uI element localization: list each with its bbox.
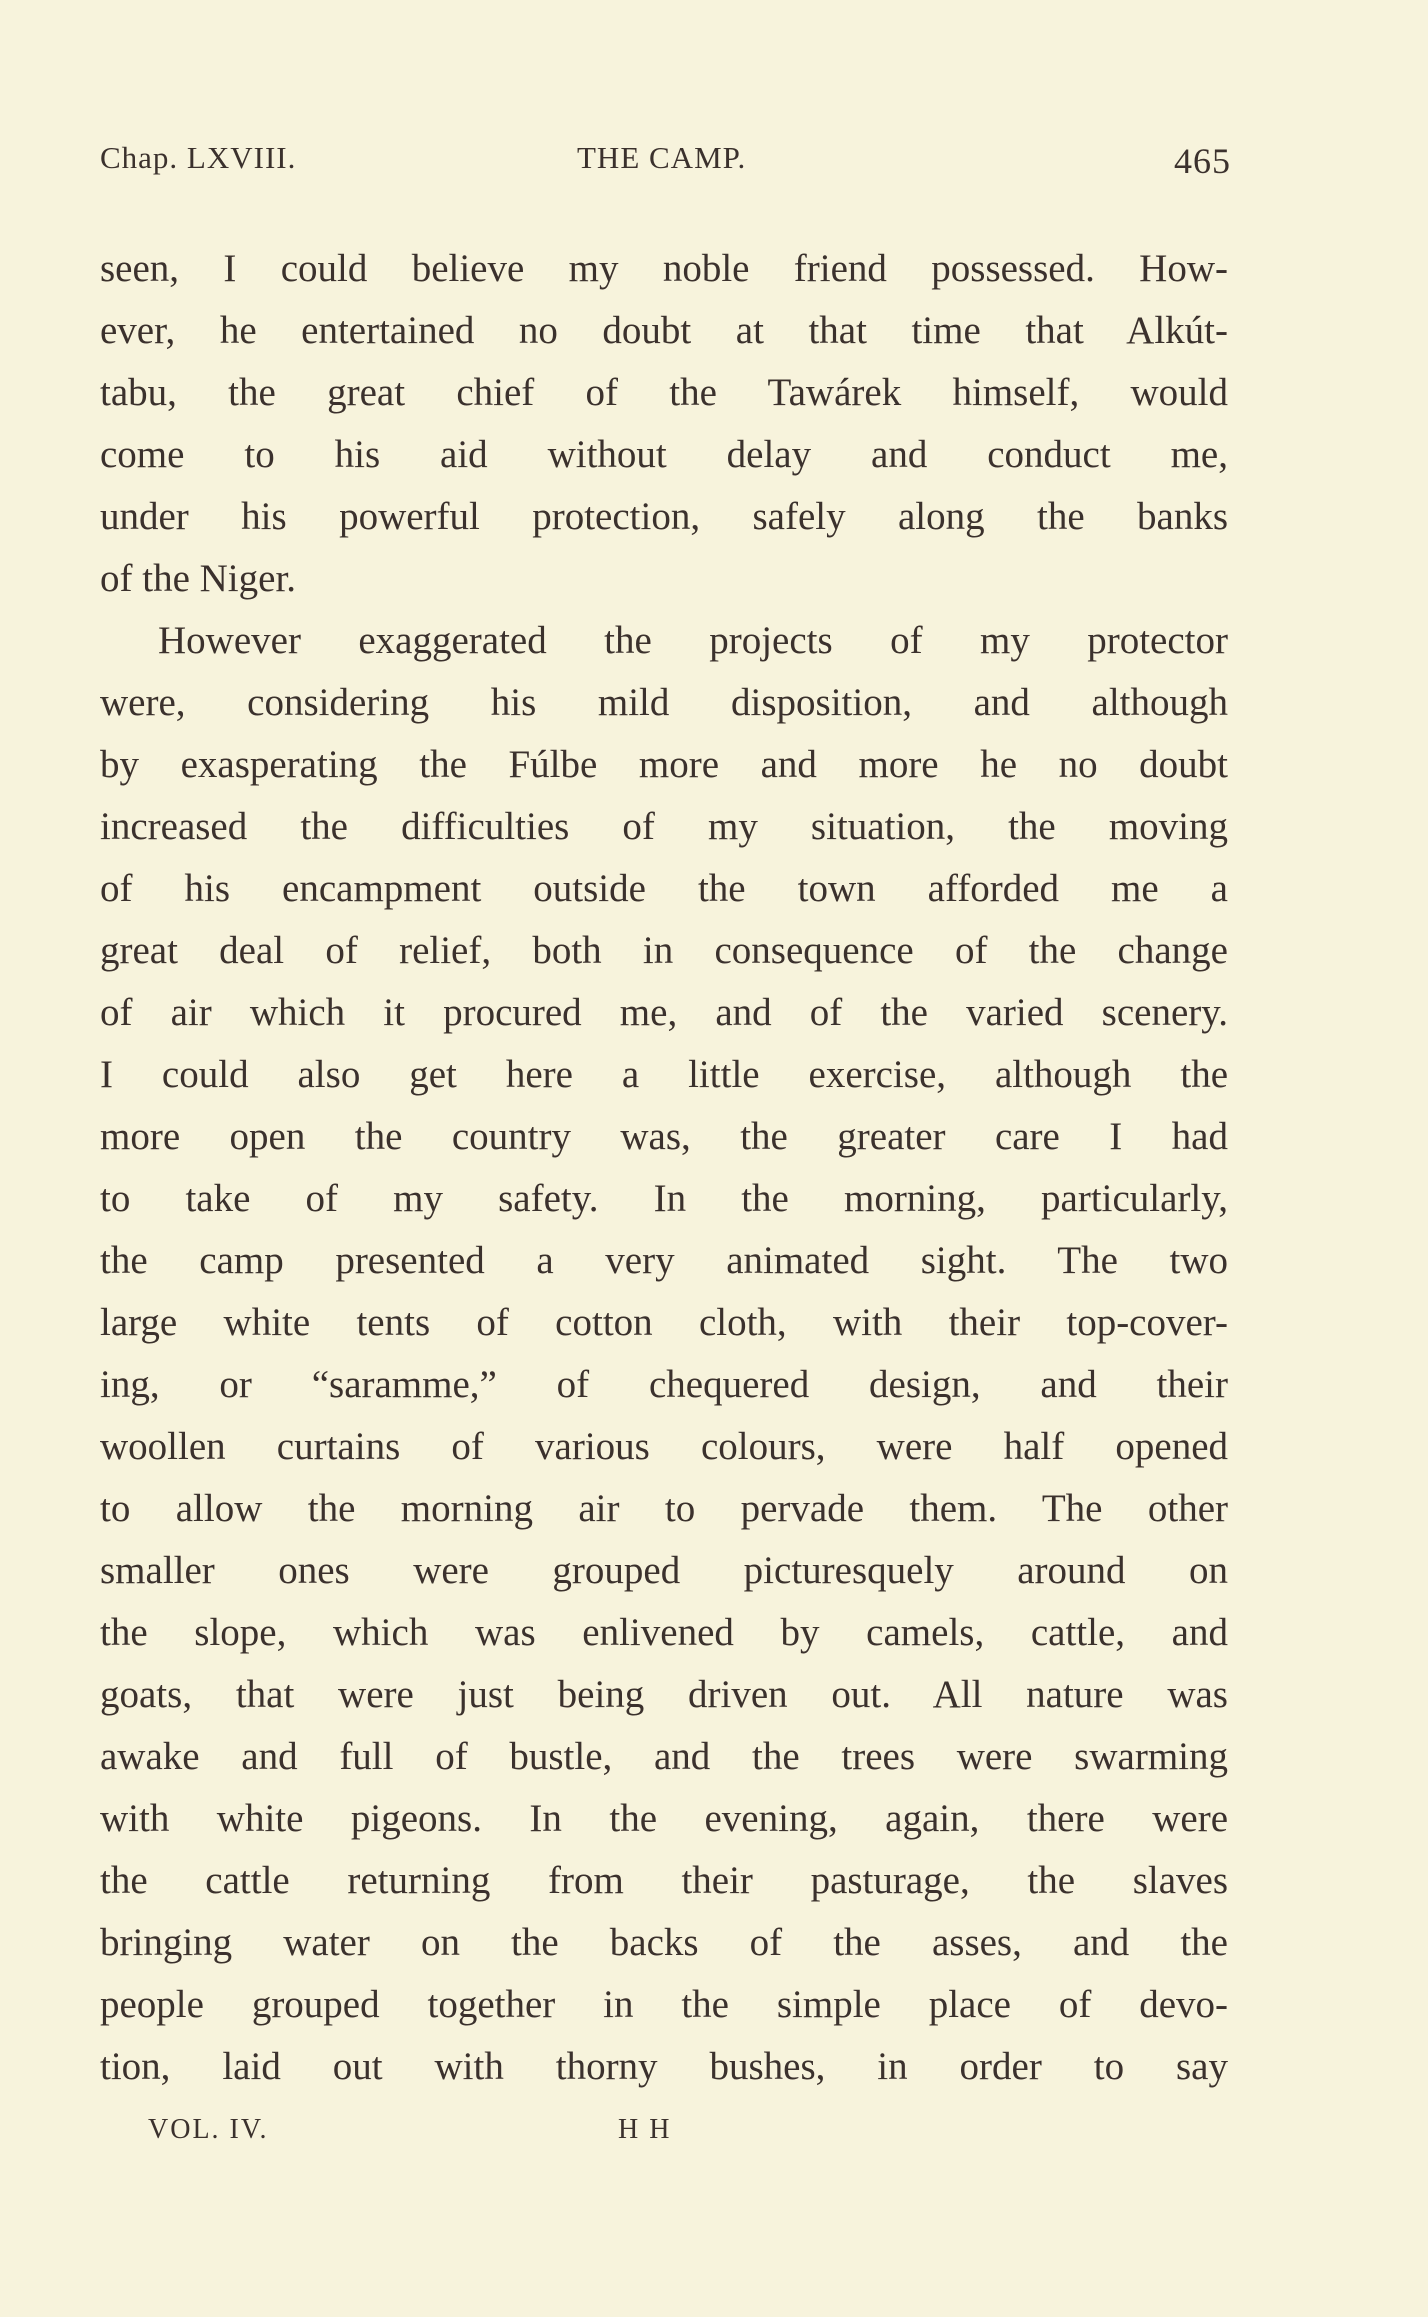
text-line: I could also get here a little exercise, although the — [100, 1053, 1228, 1096]
text-line: seen, I could believe my noble friend possessed. How- — [100, 247, 1228, 290]
body-text — [100, 238, 1228, 2098]
page-number: 465 — [1174, 141, 1231, 181]
text-line: bringing water on the backs of the asses, and the — [100, 1921, 1228, 1964]
text-line: of the Niger. — [100, 557, 297, 600]
text-line: smaller ones were grouped picturesquely around on — [100, 1549, 1228, 1592]
volume-label: VOL. IV. — [148, 2114, 269, 2145]
text-line: were, considering his mild disposition, and although — [100, 681, 1228, 724]
text-line: more open the country was, the greater care I had — [100, 1115, 1228, 1158]
text-line: ing, or “saramme,” of chequered design, and their — [100, 1363, 1228, 1406]
text-line: come to his aid without delay and conduct me, — [100, 433, 1228, 476]
text-line: ever, he entertained no doubt at that time that Alkút- — [100, 309, 1228, 352]
text-line: to allow the morning air to pervade them. The other — [100, 1487, 1228, 1530]
text-line: increased the difficulties of my situation, the moving — [100, 805, 1228, 848]
text-line: of air which it procured me, and of the varied scenery. — [100, 991, 1228, 1034]
running-header — [100, 140, 1231, 184]
text-line: with white pigeons. In the evening, again, there were — [100, 1797, 1228, 1840]
text-line: tabu, the great chief of the Tawárek himself, would — [100, 371, 1228, 414]
text-line: the cattle returning from their pasturage, the slaves — [100, 1859, 1228, 1902]
text-line: woollen curtains of various colours, were half opened — [100, 1425, 1228, 1468]
text-line: the slope, which was enlivened by camels, cattle, and — [100, 1611, 1228, 1654]
text-line: of his encampment outside the town afforded me a — [100, 867, 1228, 910]
text-line: the camp presented a very animated sight. The two — [100, 1239, 1228, 1282]
text-line: under his powerful protection, safely along the banks — [100, 495, 1228, 538]
text-line: great deal of relief, both in consequence of the change — [100, 929, 1228, 972]
chapter-label: Chap. LXVIII. — [100, 140, 297, 175]
text-line: people grouped together in the simple place of devo- — [100, 1983, 1228, 2026]
running-title: THE CAMP. — [577, 140, 747, 175]
text-line: awake and full of bustle, and the trees were swarming — [100, 1735, 1228, 1778]
text-line: large white tents of cotton cloth, with their top-cover- — [100, 1301, 1228, 1344]
signature-mark: H H — [618, 2114, 672, 2145]
text-line: to take of my safety. In the morning, particularly, — [100, 1177, 1228, 1220]
text-line: by exasperating the Fúlbe more and more he no doubt — [100, 743, 1228, 786]
text-line: tion, laid out with thorny bushes, in order to say — [100, 2045, 1228, 2088]
text-line: goats, that were just being driven out. All nature was — [100, 1673, 1228, 1716]
text-line: However exaggerated the projects of my protector — [158, 619, 1228, 662]
